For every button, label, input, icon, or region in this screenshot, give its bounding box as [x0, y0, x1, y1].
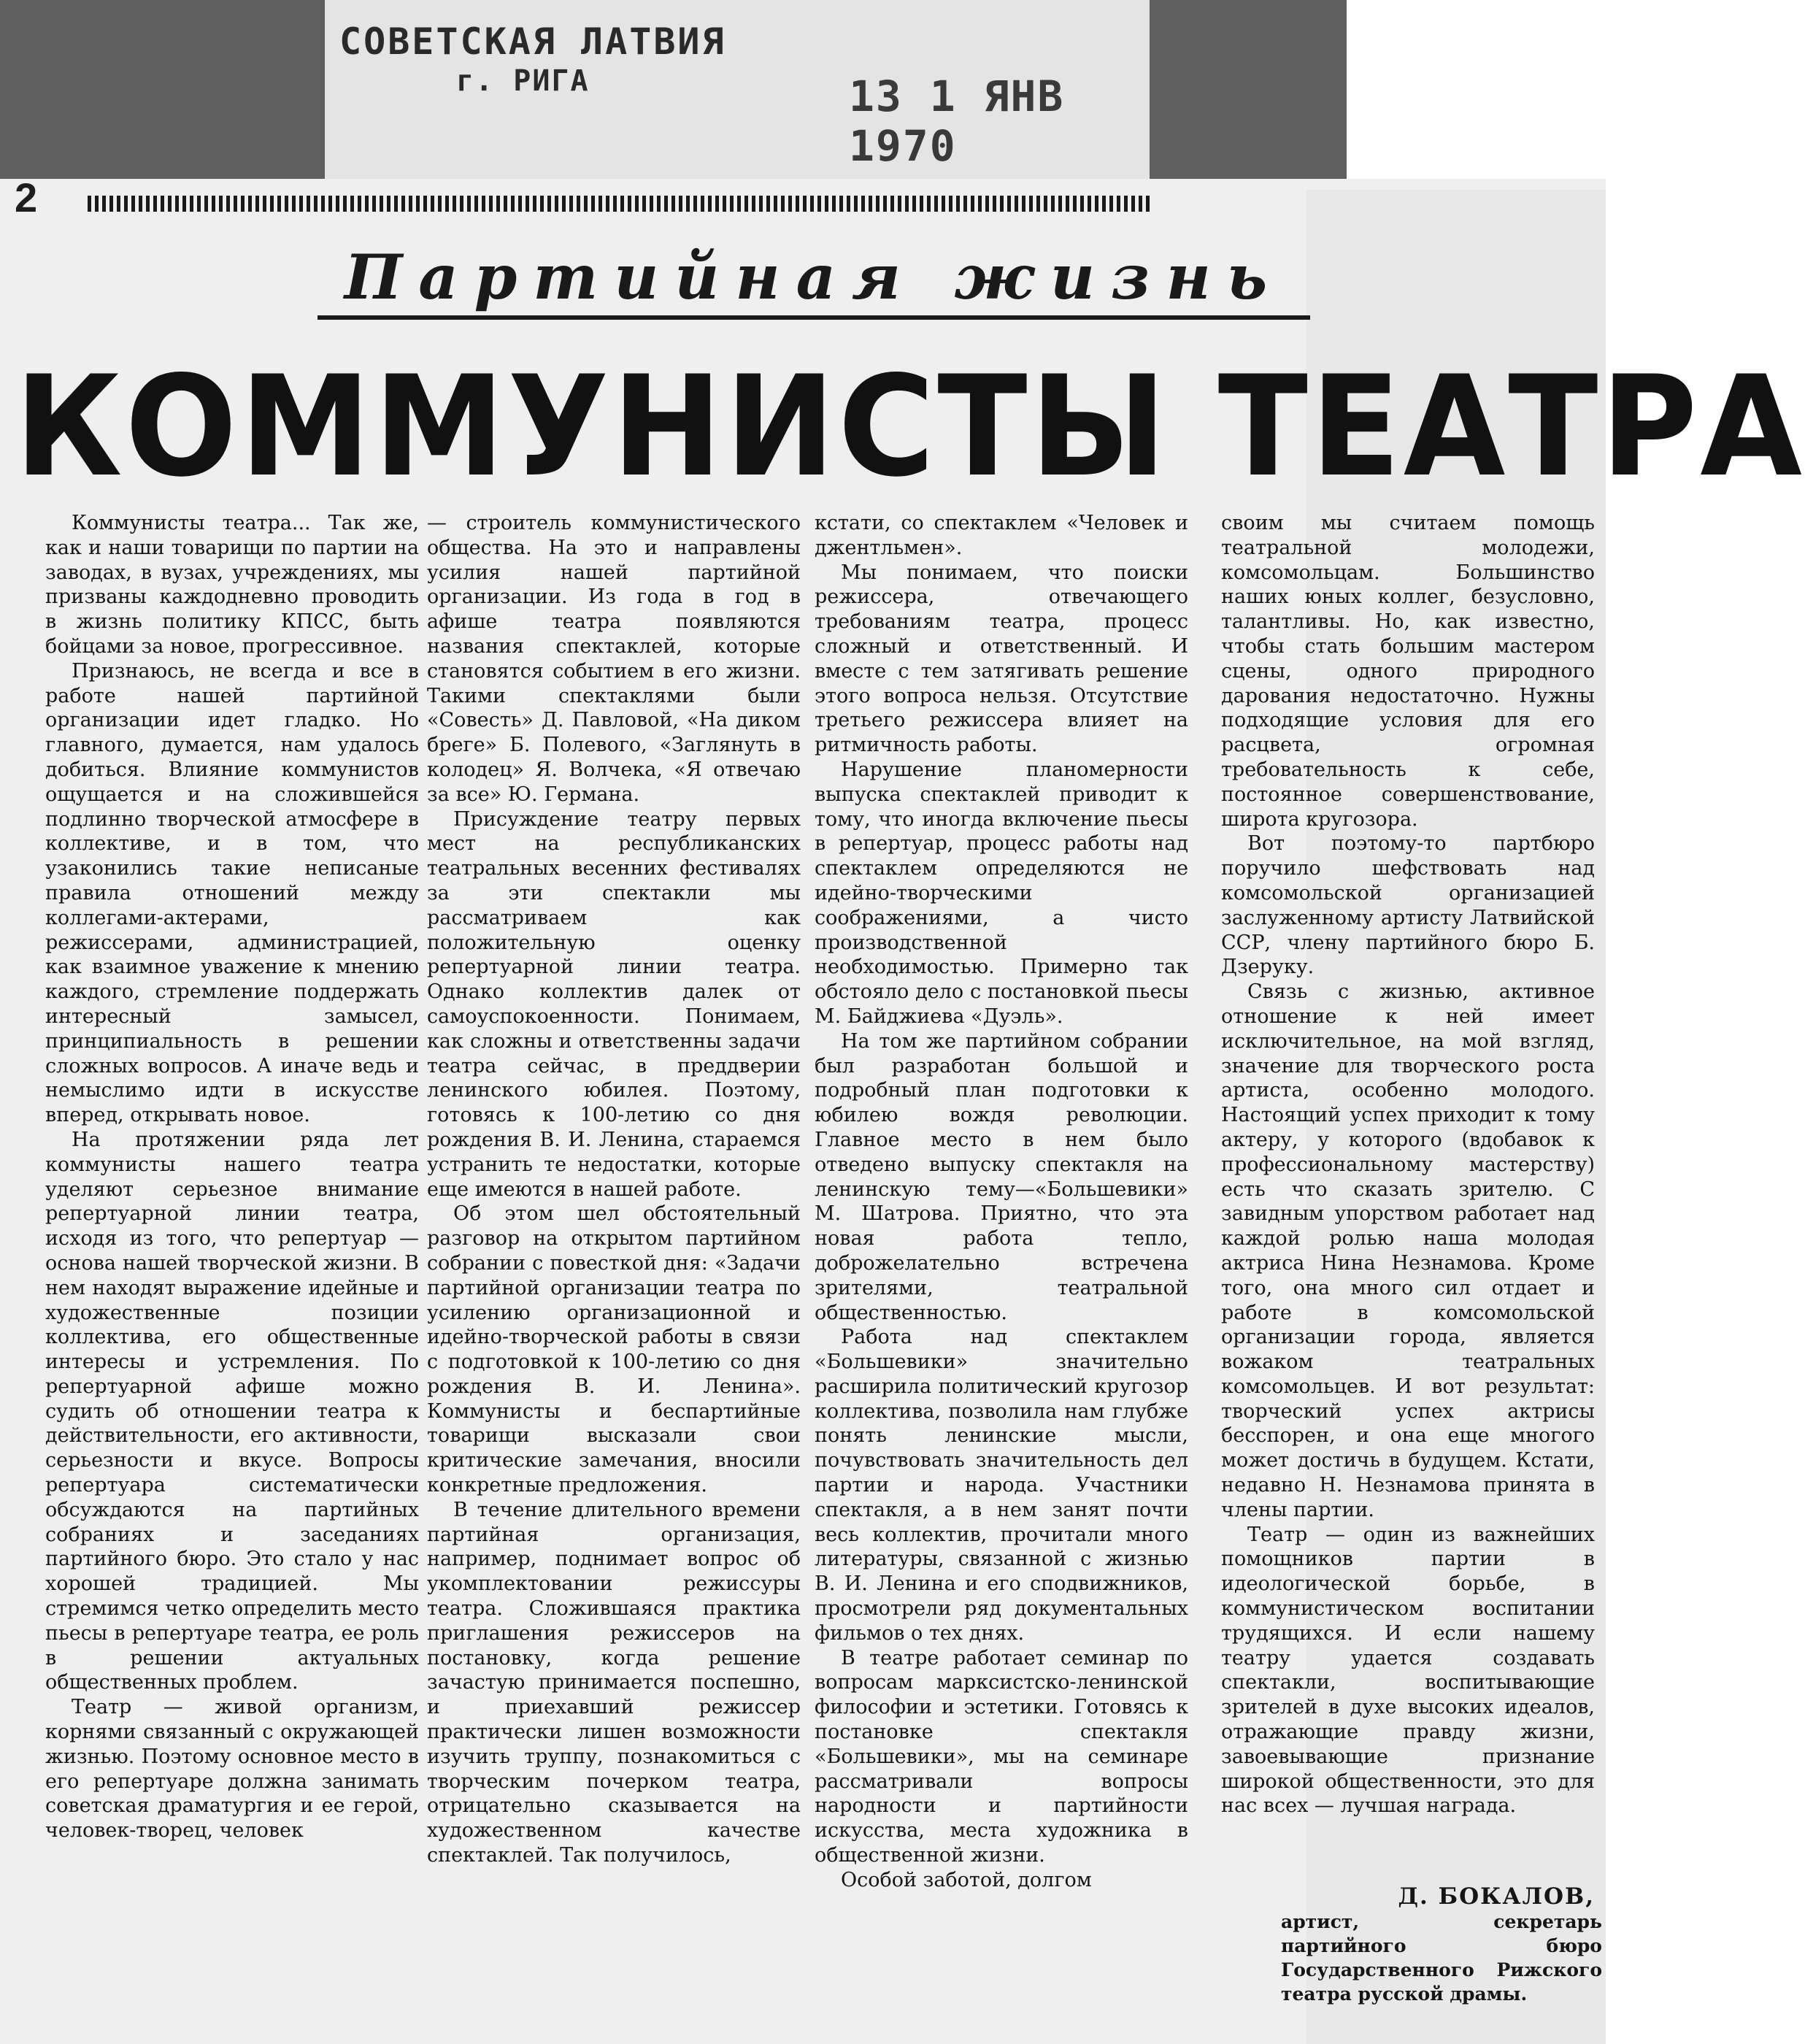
- paragraph: На том же партийном собрании был разработан большой и подробный план подготовки к юбилею вождя революции. Главное место в нем было отведено выпуску спектакля на ленинскую тему—«Большевики» М. Шатрова. Приятно, что эта новая работа тепло, доброжелательно встречена зрителями, театральной общественностью.: [815, 1029, 1188, 1324]
- clipping-stamp: [325, 0, 1151, 182]
- paragraph: Театр — один из важнейших помощников партии в идеологической борьбе, в коммунистическом воспитании трудящихся. И если нашему театру удается создавать спектакли, воспитывающие зрителей в духе высоких идеалов, отражающие правду жизни, завоевывающие признание широкой общественности, это для нас всех — лучшая награда.: [1221, 1523, 1595, 1818]
- paragraph: Связь с жизнью, активное отношение к ней имеет исключительное, на мой взгляд, значение для творческого роста артиста, особенно молодого. Настоящий успех приходит к тому актеру, у которого (вдобавок к профессиональному мастерству) есть что сказать зрителю. С завидным упорством работает над каждой ролью наша молодая актриса Нина Незнамова. Кроме того, она много сил отдает и работе в комсомольской организации города, является вожаком театральных комсомольцев. И вот результат: творческий успех актрисы бесспорен, и она еще многого может достичь в будущем. Кстати, недавно Н. Незнамова принята в члены партии.: [1221, 980, 1595, 1521]
- paragraph: В течение длительного времени партийная организация, например, поднимает вопрос об укомплектовании режиссуры театра. Сложившаяся практика приглашения режиссеров на постановку, когда решение зачастую принимается поспешно, и приехавший режиссер практически лишен возможности изучить труппу, познакомиться с творческим почерком театра, отрицательно сказывается на художественном качестве спектаклей. Так получилось,: [427, 1498, 801, 1867]
- paragraph: Признаюсь, не всегда и все в работе нашей партийной организации идет гладко. Но главного, думается, нам удалось добиться. Влияние коммунистов ощущается и на сложившейся подлинно творческой атмосфере в коллективе, и в том, что узаконились такие неписаные правила отношений между коллегами-актерами, режиссерами, администрацией, как взаимное уважение к мнению каждого, стремление поддержать интересный замысел, принципиальность в решении сложных вопросов. А иначе ведь и немыслимо идти в искусстве вперед, открывать новое.: [45, 659, 419, 1127]
- stamp-date: 13 1 ЯНВ 1970: [849, 72, 1065, 171]
- header-rule: [88, 196, 1153, 212]
- author-name: Д. БОКАЛОВ,: [1398, 1883, 1595, 1910]
- paragraph: Коммунисты театра... Так же, как и наши товарищи по партии на заводах, в вузах, учреждениях, мы призваны каждодневно проводить в жизнь политику КПСС, быть бойцами за новое, прогрессивное.: [45, 512, 419, 658]
- paragraph: Нарушение планомерности выпуска спектаклей приводит к тому, что иногда включение пьесы в репертуар, процесс работы над спектаклем определяются не идейно-творческими соображениями, а чисто производственной необходимостью. Примерно так обстояло дело с постановкой пьесы М. Байджиева «Дуэль».: [815, 758, 1188, 1028]
- paragraph: Работа над спектаклем «Большевики» значительно расширила политический кругозор коллектива, позволила нам глубже понять ленинские мысли, почувствовать значительность дел партии и народа. Участники спектакля, а в нем занят почти весь коллектив, прочитали много литературы, связанной с жизнью В. И. Ленина и его сподвижников, просмотрели ряд документальных фильмов о тех днях.: [815, 1326, 1188, 1645]
- paragraph: Театр — живой организм, корнями связанный с окружающей жизнью. Поэтому основное место в его репертуаре должна занимать советская драматургия и ее герой, человек-творец, человек: [45, 1696, 419, 1843]
- paragraph: своим мы считаем помощь театральной молодежи, комсомольцам. Большинство наших юных коллег, безусловно, талантливы. Но, как известно, чтобы стать большим мастером сцены, одного природного дарования недостаточно. Нужны подходящие условия для его расцвета, огромная требовательность к себе, постоянное совершенствование, широта кругозора.: [1221, 512, 1595, 831]
- paragraph: Об этом шел обстоятельный разговор на открытом партийном собрании с повесткой дня: «Задачи партийной организации театра по усилению организационной и идейно-творческой работы в связи с подготовкой к 100-летию со дня рождения В. И. Ленина». Коммунисты и беспартийные товарищи высказали свои критические замечания, вносили конкретные предложения.: [427, 1202, 801, 1497]
- page-number: 2: [15, 174, 38, 220]
- paragraph: — строитель коммунистического общества. На это и направлены усилия нашей партийной организации. Из года в год в афише театра появляются названия спектаклей, которые становятся событием в его жизни. Такими спектаклями были «Совесть» Д. Павловой, «На диком бреге» Б. Полевого, «Заглянуть в колодец» Я. Волчека, «Я отвечаю за все» Ю. Германа.: [427, 512, 801, 806]
- article-column-4: [1221, 511, 1595, 1876]
- paragraph: Особой заботой, долгом: [841, 1868, 1092, 1891]
- stamp-city: г. РИГА: [456, 64, 590, 98]
- section-rubric: Партийная жизнь: [344, 241, 1284, 313]
- article-column-1: [45, 511, 419, 2033]
- rubric-underline: [317, 315, 1310, 320]
- author-signature: [1281, 1883, 1602, 2006]
- paragraph: Присуждение театру первых мест на республиканских театральных весенних фестивалях за эти спектакли мы рассматриваем как положительную оценку репертуарной линии театра. Однако коллектив далек от самоуспокоенности. Понимаем, как сложны и ответственны задачи театра сейчас, в преддверии ленинского юбилея. Поэтому, готовясь к 100-летию со дня рождения В. И. Ленина, стараемся устранить те недостатки, которые еще имеются в нашей работе.: [427, 807, 801, 1201]
- paragraph: Вот поэтому-то партбюро поручило шефствовать над комсомольской организацией заслуженному артисту Латвийской ССР, члену партийного бюро Б. Дзеруку.: [1221, 832, 1595, 979]
- article-column-2: [427, 511, 801, 2033]
- article-column-3: [815, 511, 1188, 2033]
- paragraph: На протяжении ряда лет коммунисты нашего театра уделяют серьезное внимание репертуарной линии театра, исходя из того, что репертуар — основа нашей творческой жизни. В нем находят выражение идейные и художественные позиции коллектива, его общественные интересы и устремления. По репертуарной афише можно судить об отношении театра к действительности, его активности, серьезности и вкусе. Вопросы репертуара систематически обсуждаются на партийных собраниях и заседаниях партийного бюро. Это стало у нас хорошей традицией. Мы стремимся четко определить место пьесы в репертуаре театра, ее роль в решении актуальных общественных проблем.: [45, 1128, 419, 1694]
- paragraph: Мы понимаем, что поиски режиссера, отвечающего требованиям театра, процесс сложный и ответственный. И вместе с тем затягивать решение этого вопроса нельзя. Отсутствие третьего режиссера влияет на ритмичность работы.: [815, 561, 1188, 757]
- paragraph: кстати, со спектаклем «Человек и джентльмен».: [815, 512, 1188, 559]
- paragraph: В театре работает семинар по вопросам марксистско-ленинской философии и эстетики. Готовясь к постановке спектакля «Большевики», мы на семинаре рассматривали вопросы народности и партийности искусства, места художника в общественной жизни.: [815, 1646, 1188, 1867]
- stamp-newspaper-name: СОВЕТСКАЯ ЛАТВИЯ: [339, 20, 726, 63]
- article-headline: КОММУНИСТЫ ТЕАТРА: [15, 346, 1805, 507]
- author-role: артист, секретарь партийного бюро Государственного Рижского театра русской драмы.: [1281, 1911, 1602, 2005]
- scan-background-left: [0, 0, 325, 182]
